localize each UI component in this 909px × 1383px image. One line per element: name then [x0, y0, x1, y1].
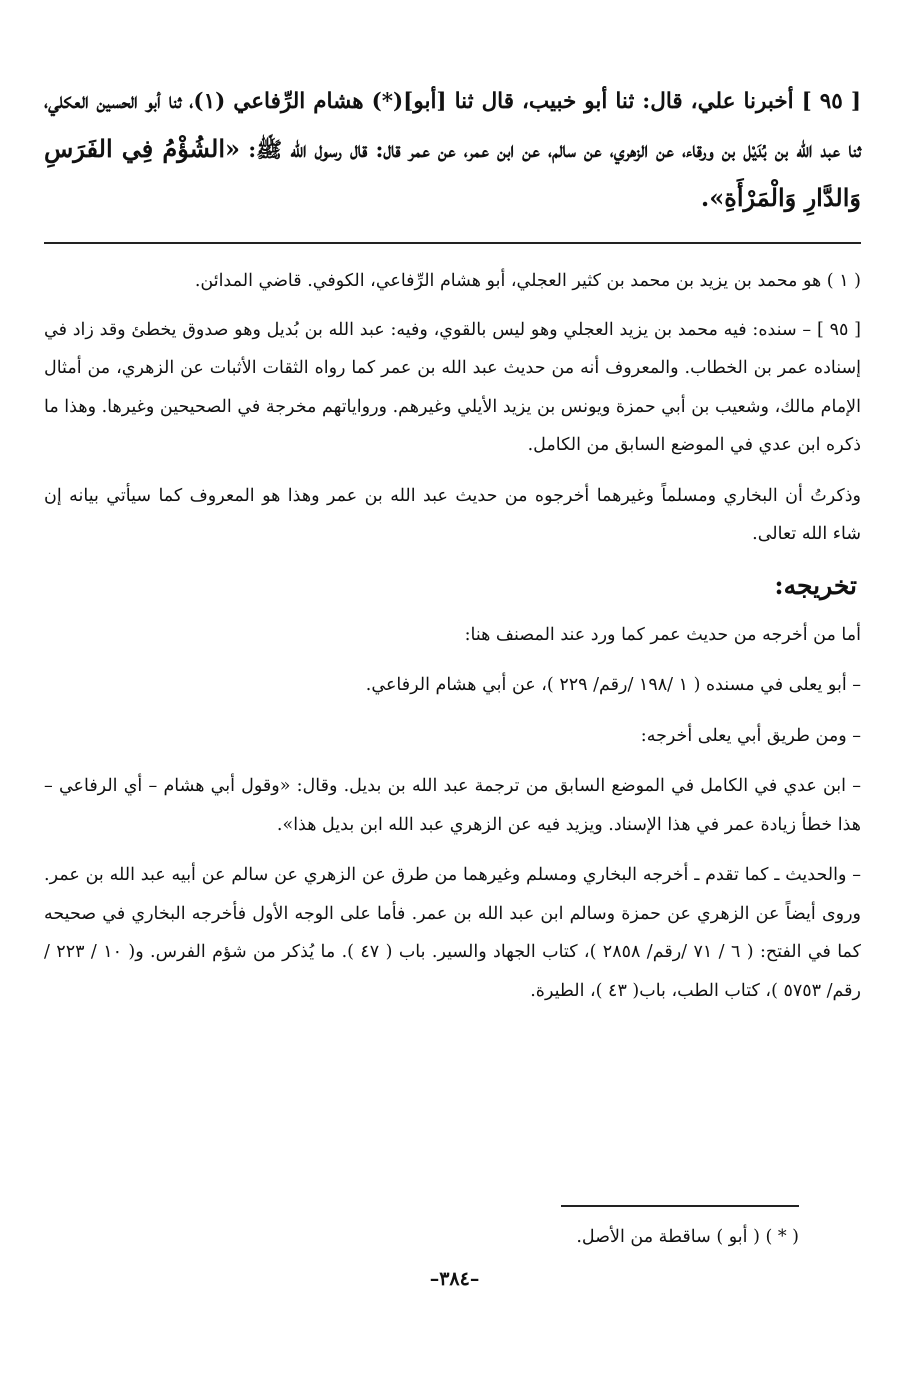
takhrij-intro: أما من أخرجه من حديث عمر كما ورد عند المصنف هنا:: [464, 624, 861, 645]
hadith-paths-paragraph: – والحديث ـ كما تقدم ـ أخرجه البخاري ومسلم وغيرهما من طرق عن الزهري عن سالم عن أبيه عبد الله بن عمر. وروى أيضاً عن الزهري عن حمزة وسالم ابن عبد الله بن عمر. فأما على الوجه الأول فأخرجه البخاري في صحيحه كما في الفتح: ( ٦ / ٧١ /رقم/ ٢٨٥٨ )، كتاب الجهاد والسير. باب ( ٤٧ ). ما يُذكر من شؤم الفرس. و( ١٠ / ٢٢٣ /رقم/ ٥٧٥٣ )، كتاب الطب، باب( ٤٣ )، الطيرة.: [44, 865, 861, 1001]
notes-section: [44, 262, 861, 1022]
footnote-star: ( * ) ( أبو ) ساقطة من الأصل.: [576, 1227, 799, 1247]
footnote-rule: [561, 1205, 799, 1207]
separator-rule: [44, 242, 861, 244]
commentary-paragraph: [ ٩٥ ] – سنده: فيه محمد بن يزيد العجلي وهو ليس بالقوي، وفيه: عبد الله بن بُديل وهو صدوق يخطئ وقد زاد في إسناده عمر بن الخطاب. والمعروف أنه من حديث عبد الله بن عمر كما رواه الثقات الأثبات عن الزهري، من أمثال الإمام مالك، وشعيب بن أبي حمزة ويونس بن يزيد الأيلي وغيرهم. ورواياتهم مخرجة في الصحيحين وغيرها. وهذا ما ذكره ابن عدي في الموضع السابق من الكامل.: [44, 319, 862, 455]
abu-yala-source: – أبو يعلى في مسنده ( ١ /١٩٨ /رقم/ ٢٢٩ )، عن أبي هشام الرفاعي.: [365, 675, 861, 695]
hadith-quote: «الشُؤْمُ فِي الفَرَسِ وَالدَّارِ وَالْمَرْأَةِ».: [44, 134, 861, 212]
takhrij-heading: تخريجه:: [774, 570, 857, 600]
ibn-adi-source: – ابن عدي في الكامل في الموضع السابق من ترجمة عبد الله بن بديل. وقال: «وقول أبي هشام – أي الرفاعي – هذا خطأ زيادة عمر في هذا الإسناد. ويزيد فيه عن الزهري عبد الله ابن بديل هذا».: [44, 776, 861, 835]
via-abu-yala: – ومن طريق أبي يعلى أخرجه:: [640, 725, 861, 746]
mention-paragraph: وذكرتُ أن البخاري ومسلماً وغيرهما أخرجوه من حديث عبد الله بن عمر وهذا هو المعروف كما سيأتي بيانه إن شاء الله تعالى.: [44, 485, 861, 544]
hadith-body: [ ٩٥ ] أخبرنا علي، قال: ثنا أبو خبيب، قال ثنا [أبو](*) هشام الرِّفاعي (١)، ثنا أبو الحسين العكلي، ثنا عبد الله بن بُدَيْل بن ورقاء، عن الزهري، عن سالم، عن ابن عمر، عن عمر قال: قال رسول الله ﷺ:: [44, 89, 862, 163]
hadith-text: [44, 78, 861, 223]
footnote-1: ( ١ ) هو محمد بن يزيد بن محمد بن كثير العجلي، أبو هشام الرِّفاعي، الكوفي. قاضي المدائن.: [194, 271, 861, 291]
page-number: –٣٨٤–: [429, 1268, 480, 1290]
